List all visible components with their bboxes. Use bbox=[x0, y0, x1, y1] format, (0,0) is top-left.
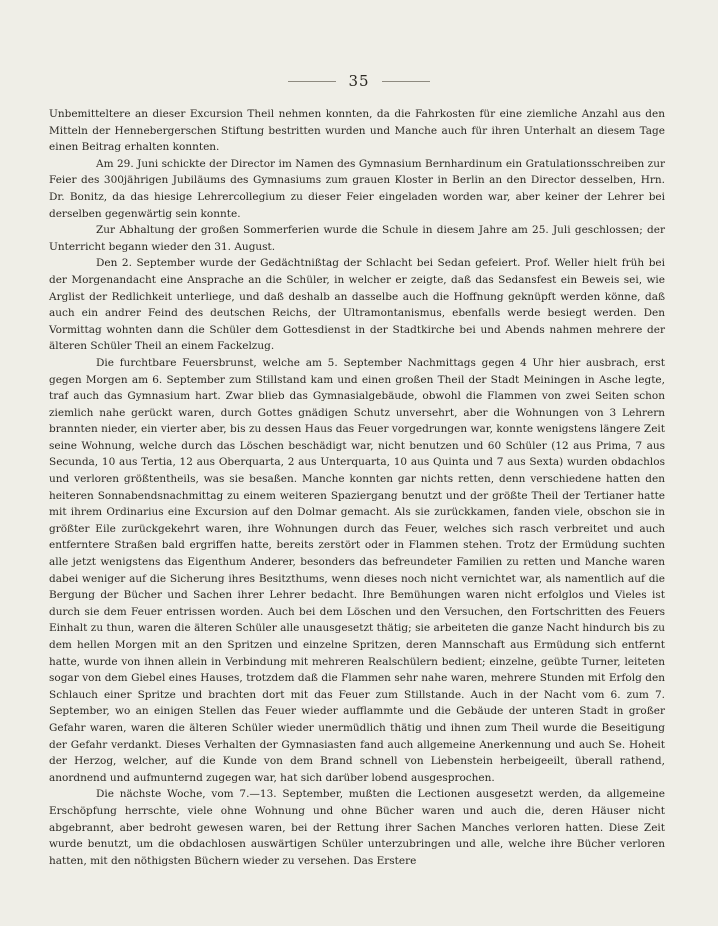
paragraph-gratulation: Am 29. Juni schickte der Director im Namen des Gymnasium Bernhardinum ein Gratulationsschreiben zur Feier des 300jährigen Jubiläums des Gymnasiums zum grauen Kloster in Berlin an den Director desselben, Hrn. Dr. Bonitz, da das hiesige Lehrercollegium zu dieser Feier eingeladen worden war, aber keiner der Lehrer bei derselben gegenwärtig sein konnte. bbox=[49, 157, 665, 220]
page-header bbox=[0, 72, 718, 90]
body-text bbox=[49, 106, 665, 869]
paragraph-naechste-woche: Die nächste Woche, vom 7.—13. September, mußten die Lectionen ausgesetzt werden, da allgemeine Erschöpfung herrschte, viele ohne Wohnung und ohne Bücher waren und auch die, deren Häuser nicht abgebrannt, aber bedroht gewesen waren, bei der Rettung ihrer Sachen Manches verloren hatten. Diese Zeit wurde benutzt, um die obdachlosen auswärtigen Schüler unterzubringen und alle, welche ihre Bücher verloren hatten, mit den nöthigsten Büchern wieder zu versehen. Das Erstere bbox=[49, 788, 665, 867]
paragraph-feuersbrunst: Die furchtbare Feuersbrunst, welche am 5. September Nachmittags gegen 4 Uhr hier ausbrach, erst gegen Morgen am 6. September zum Stillstand kam und einen großen Theil der Stadt Meiningen in Asche legte, traf auch das Gymnasium hart. Zwar blieb das Gymnasialgebäude, obwohl die Flammen von zwei Seiten schon ziemlich nahe gerückt waren, durch Gottes gnädigen Schutz unversehrt, aber die Wohnungen von 3 Lehrern brannten nieder, ein vierter aber, bis zu dessen Haus das Feuer vorgedrungen war, konnte wenigstens längere Zeit seine Wohnung, welche durch das Löschen beschädigt war, nicht benutzen und 60 Schüler (12 aus Prima, 7 aus Secunda, 10 aus Tertia, 12 aus Oberquarta, 2 aus Unterquarta, 10 aus Quinta und 7 aus Sexta) wurden obdachlos und verloren größtentheils, was sie besaßen. Manche konnten gar nichts retten, denn verschiedene hatten den heiteren Sonnabendsnachmittag zu einem weiteren Spaziergang benutzt und der größte Theil der Tertianer hatte mit ihrem Ordinarius eine Excursion auf den Dolmar gemacht. Als sie zurückkamen, fanden viele, obschon sie in größter Eile zurückgekehrt waren, ihre Wohnungen durch das Feuer, welches sich rasch verbreitet und auch entferntere Straßen bald ergriffen hatte, bereits zerstört oder in Flammen stehen. Trotz der Ermüdung suchten alle jetzt wenigstens das Eigenthum Anderer, besonders das befreundeter Familien zu retten und Manche waren dabei weniger auf die Sicherung ihres Besitzthums, wenn dieses noch nicht vernichtet war, als namentlich auf die Bergung der Bücher und Sachen ihrer Lehrer bedacht. Ihre Bemühungen waren nicht erfolglos und Vieles ist durch sie dem Feuer entrissen worden. Auch bei dem Löschen und den Versuchen, den Fortschritten des Feuers Einhalt zu thun, waren die älteren Schüler alle unausgesetzt thätig; sie arbeiteten die ganze Nacht hindurch bis zu dem hellen Morgen mit an den Spritzen und einzelne Spritzen, deren Mannschaft aus Ermüdung sich entfernt hatte, wurde von ihnen allein in Verbindung mit mehreren Realschülern bedient; einzelne, geübte Turner, leiteten sogar von dem Giebel eines Hauses, trotzdem daß die Flammen sehr nahe waren, mehrere Stunden mit Erfolg den Schlauch einer Spritze und brachten dort mit das Feuer zum Stillstande. Auch in der Nacht vom 6. zum 7. September, wo an einigen Stellen das Feuer wieder aufflammte und die Gebäude der unteren Stadt in großer Gefahr waren, waren die älteren Schüler wieder unermüdlich thätig und ihnen zum Theil wurde die Beseitigung der Gefahr verdankt. Dieses Verhalten der Gymnasiasten fand auch allgemeine Anerkennung und auch Se. Hoheit der Herzog, welcher, auf die Kunde von dem Brand schnell von Liebenstein herbeigeeilt, überall rathend, anordnend und aufmunternd zugegen war, hat sich darüber lobend ausgesprochen. bbox=[49, 356, 665, 784]
paragraph-sedan: Den 2. September wurde der Gedächtnißtag der Schlacht bei Sedan gefeiert. Prof. Weller hielt früh bei der Morgenandacht eine Ansprache an die Schüler, in welcher er zeigte, daß das Sedansfest ein Beweis sei, wie Arglist der Redlichkeit unterliege, und daß deshalb an dasselbe auch die Hoffnung geknüpft werden könne, daß auch ein andrer Feind des deutschen Reichs, der Ultramontanismus, ebenfalls werde besiegt werden. Den Vormittag wohnten dann die Schüler dem Gottesdienst in der Stadtkirche bei und Abends nahmen mehrere der älteren Schüler Theil an einem Fackelzug. bbox=[49, 257, 665, 353]
header-rule-right bbox=[382, 81, 430, 82]
header-rule-left bbox=[288, 81, 336, 82]
paragraph-continuation: Unbemitteltere an dieser Excursion Theil nehmen konnten, da die Fahrkosten für eine ziemliche Anzahl aus den Mitteln der Hennebergerschen Stiftung bestritten wurden und Manche auch für ihren Unterhalt an diesem Tage einen Beitrag erhalten konnten. bbox=[49, 108, 665, 154]
page-number: 35 bbox=[348, 72, 370, 90]
paragraph-sommerferien: Zur Abhaltung der großen Sommerferien wurde die Schule in diesem Jahre am 25. Juli geschlossen; der Unterricht begann wieder den 31. August. bbox=[49, 224, 665, 253]
